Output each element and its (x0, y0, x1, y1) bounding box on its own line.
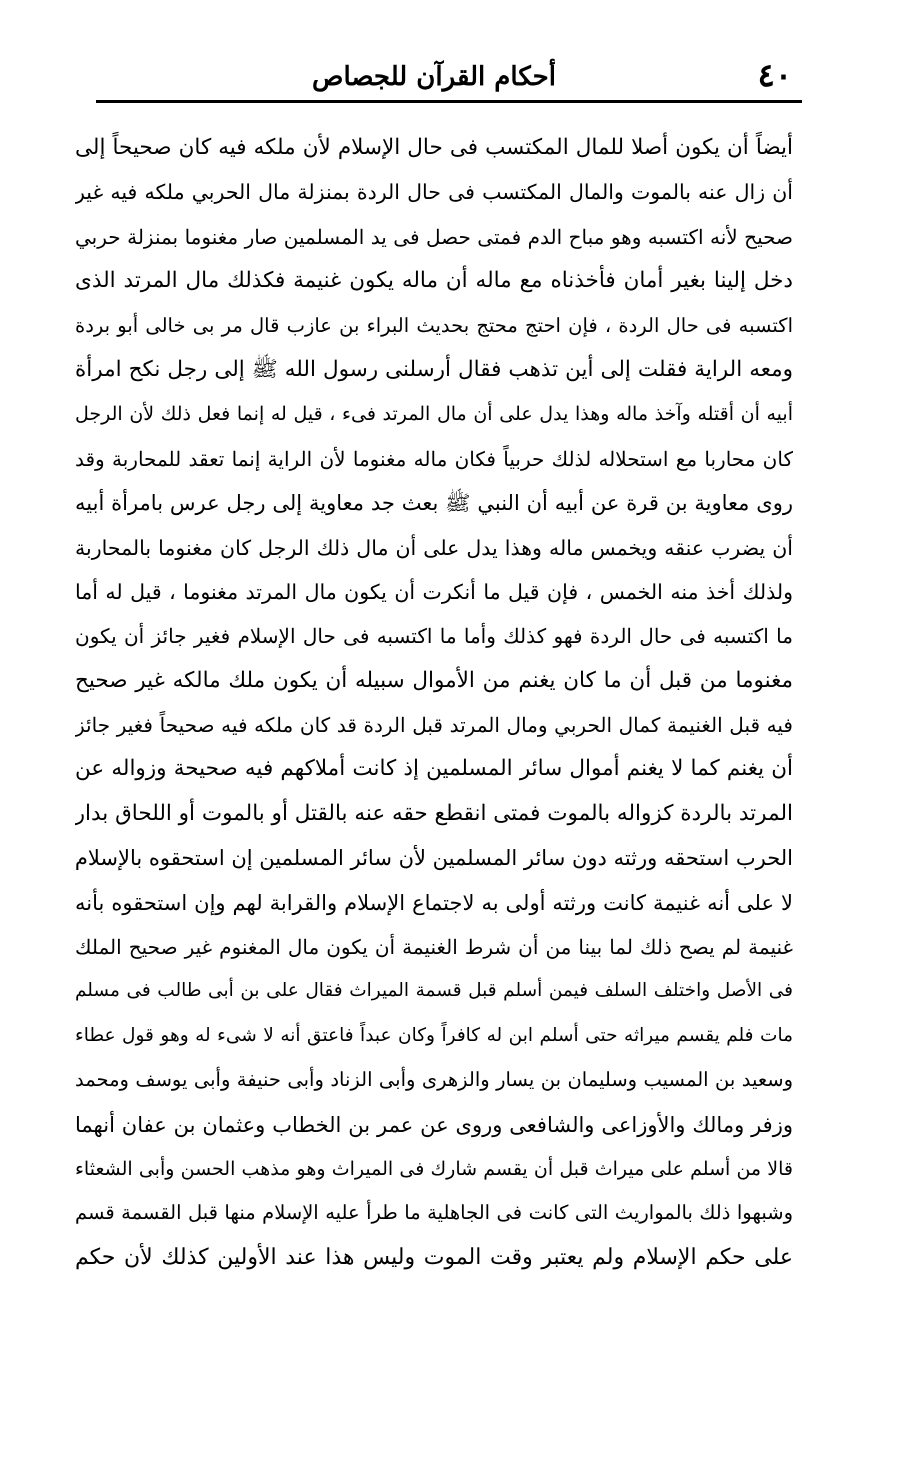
text-line: صحيح لأنه اكتسبه وهو مباح الدم فمتى حصل فى يد المسلمين صار مغنوما بمنزلة حربي (75, 224, 793, 249)
text-line: قالا من أسلم على ميراث قبل أن يقسم شارك فى الميراث وهو مذهب الحسن وأبى الشعثاء (75, 1157, 793, 1180)
text-line: أن زال عنه بالموت والمال المكتسب فى حال الردة بمنزلة مال الحربي ملكه فيه غير (75, 180, 793, 205)
text-line: على حكم الإسلام ولم يعتبر وقت الموت وليس هذا عند الأولين كذلك لأن حكم (75, 1244, 793, 1270)
text-line: مات فلم يقسم ميراثه حتى أسلم ابن له كافراً وكان عبداً فاعتق أنه لا شىء له وهو قول عطاء (75, 1024, 793, 1046)
text-line: أبيه أن أقتله وآخذ ماله وهذا يدل على أن مال المرتد فىء ، قيل له إنما فعل ذلك لأن الرجل (75, 403, 793, 426)
text-line: دخل إلينا بغير أمان فأخذناه مع ماله أن ماله يكون غنيمة فكذلك مال المرتد الذى (75, 268, 793, 294)
text-line: فى الأصل واختلف السلف فيمن أسلم قبل قسمة الميراث فقال على بن أبى طالب فى مسلم (75, 980, 793, 1002)
header-rule (96, 100, 802, 103)
text-line: أن يضرب عنقه ويخمس ماله وهذا يدل على أن مال ذلك الرجل كان مغنوما بالمحاربة (75, 535, 793, 560)
page-header (96, 52, 802, 98)
text-line: أن يغنم كما لا يغنم أموال سائر المسلمين إذ كانت أملاكهم فيه صحيحة وزواله عن (75, 756, 793, 782)
body-text (75, 126, 793, 1280)
text-line: الحرب استحقه ورثته دون سائر المسلمين لأن سائر المسلمين إن استحقوه بالإسلام (75, 846, 793, 871)
page-number: ٤٠ (757, 56, 792, 94)
text-line: اكتسبه فى حال الردة ، فإن احتج محتج بحديث البراء بن عازب قال مر بى خالى أبو بردة (75, 313, 793, 337)
text-line: وزفر ومالك والأوزاعى والشافعى وروى عن عمر بن الخطاب وعثمان بن عفان أنهما (75, 1112, 793, 1137)
text-line: وشبهوا ذلك بالمواريث التى كانت فى الجاهلية ما طرأ عليه الإسلام منها قبل القسمة قسم (75, 1201, 793, 1225)
running-title: أحكام القرآن للجصاص (312, 62, 556, 92)
text-line: غنيمة لم يصح ذلك لما بينا من أن شرط الغنيمة أن يكون مال المغنوم غير صحيح الملك (75, 935, 793, 960)
text-line: مغنوما من قبل أن ما كان يغنم من الأموال سبيله أن يكون ملك مالكه غير صحيح (75, 667, 793, 693)
text-line: ما اكتسبه فى حال الردة فهو كذلك وأما ما اكتسبه فى حال الإسلام فغير جائز أن يكون (75, 624, 793, 649)
text-line: وسعيد بن المسيب وسليمان بن يسار والزهرى وأبى الزناد وأبى حنيفة وأبى يوسف ومحمد (75, 1068, 793, 1092)
text-line: المرتد بالردة كزواله بالموت فمتى انقطع حقه عنه بالقتل أو بالموت أو اللحاق بدار (75, 800, 793, 826)
text-line: ولذلك أخذ منه الخمس ، فإن قيل ما أنكرت أن يكون مال المرتد مغنوما ، قيل له أما (75, 579, 793, 604)
text-line: كان محاربا مع استحلاله لذلك حربياً فكان ماله مغنوما لأن الراية إنما تعقد للمحاربة وقد (75, 446, 793, 471)
text-line: فيه قبل الغنيمة كمال الحربي ومال المرتد قبل الردة قد كان ملكه فيه صحيحاً فغير جائز (75, 713, 793, 738)
text-line: أيضاً أن يكون أصلا للمال المكتسب فى حال الإسلام لأن ملكه فيه كان صحيحاً إلى (75, 135, 793, 160)
text-line: روى معاوية بن قرة عن أبيه أن النبي ﷺ بعث جد معاوية إلى رجل عرس بامرأة أبيه (75, 491, 793, 516)
text-line: لا على أنه غنيمة كانت ورثته أولى به لاجتماع الإسلام والقرابة لهم وإن استحقوه بأنه (75, 890, 793, 915)
text-line: ومعه الراية فقلت إلى أين تذهب فقال أرسلنى رسول الله ﷺ إلى رجل نكح امرأة (75, 356, 793, 382)
